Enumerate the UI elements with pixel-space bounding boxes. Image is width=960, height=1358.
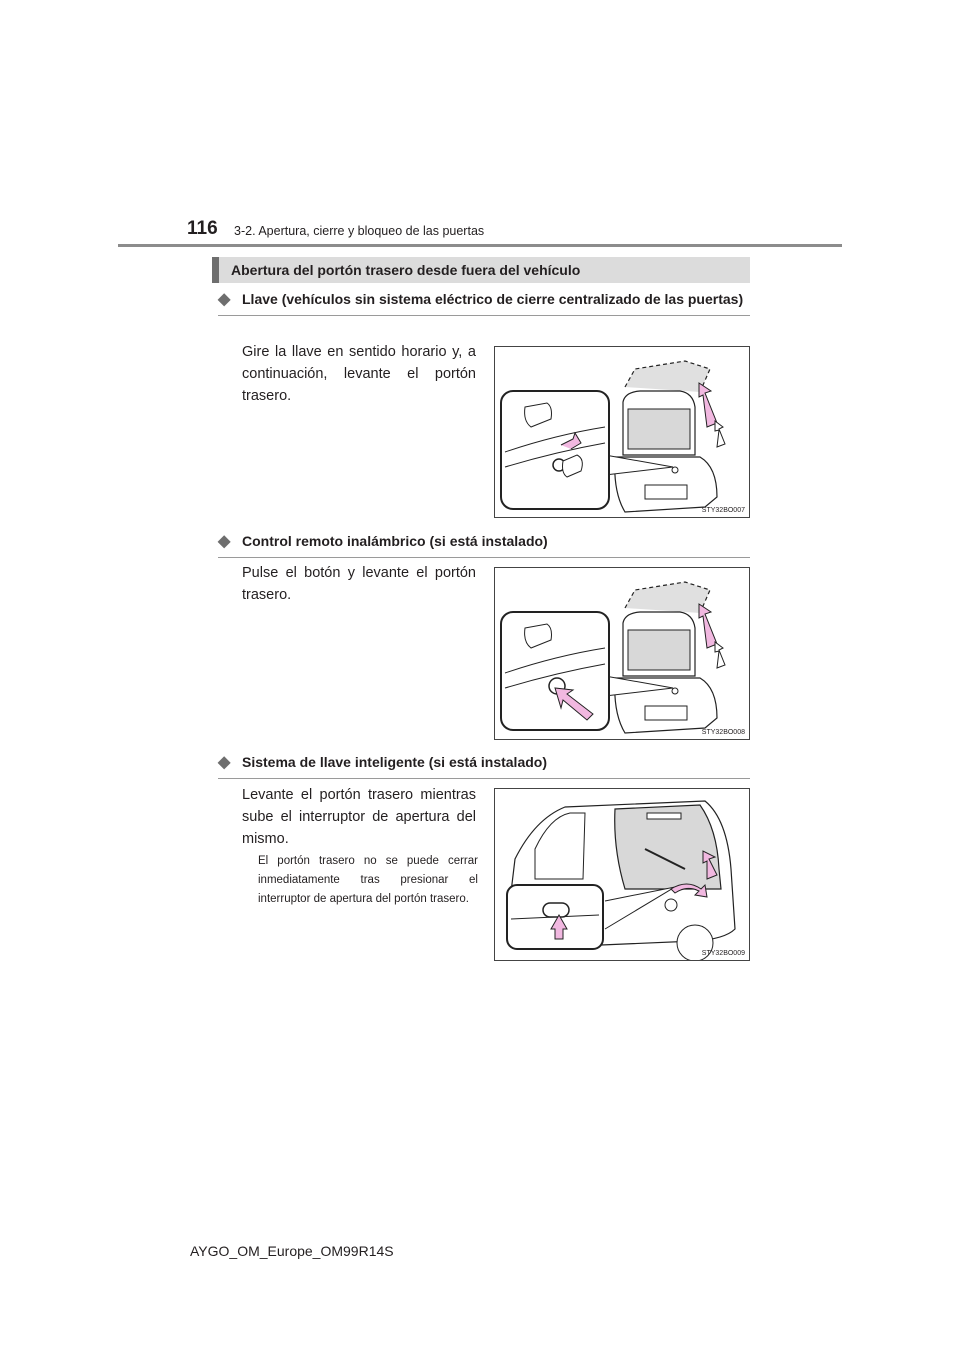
diamond-icon: ◆ [218,291,231,308]
chapter-title: 3-2. Apertura, cierre y bloqueo de las puertas [234,224,485,238]
tailgate-remote-illustration [495,568,749,739]
subheading-text: Llave (vehículos sin sistema eléctrico de cierre centralizado de las puertas) [242,291,744,307]
figure-code: STY32BO009 [701,950,745,957]
diamond-icon: ◆ [218,754,231,771]
instruction-text: Levante el portón trasero mientras sube el interruptor de apertura del mismo. [242,787,476,847]
subheading-key [218,288,750,316]
instruction-text: Gire la llave en sentido horario y, a continuación, levante el portón trasero. [242,344,476,404]
subheading-remote [218,530,750,558]
subheading-text: Control remoto inalámbrico (si está instalado) [242,533,548,549]
diamond-icon: ◆ [218,533,231,550]
footer-doc-id: AYGO_OM_Europe_OM99R14S [190,1243,394,1259]
figure-smart-key-tailgate [494,788,750,961]
figure-code: STY32BO008 [701,729,745,736]
subheading-smart-key [218,751,750,779]
page-number: 116 [187,218,218,239]
figure-key-tailgate [494,346,750,518]
tailgate-switch-illustration [495,789,749,960]
subheading-text: Sistema de llave inteligente (si está instalado) [242,754,547,770]
header-rule [118,244,842,247]
note-text: El portón trasero no se puede cerrar inmediatamente tras presionar el interruptor de apertura del portón trasero. [258,855,478,905]
tailgate-key-illustration [495,347,749,517]
instruction-text: Pulse el botón y levante el portón trasero. [242,565,476,603]
figure-remote-tailgate [494,567,750,740]
section-title: Abertura del portón trasero desde fuera del vehículo [231,262,581,278]
figure-code: STY32BO007 [701,507,745,514]
section-heading [212,257,750,283]
